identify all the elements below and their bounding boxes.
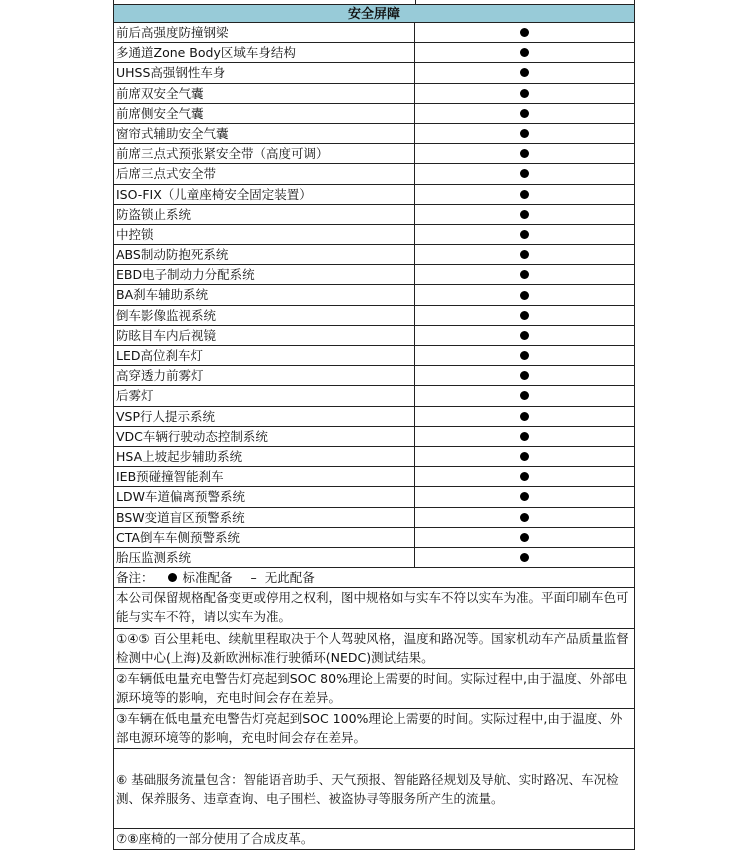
feature-name: LDW车道偏离预警系统 (114, 487, 415, 506)
standard-dot-icon (520, 190, 529, 199)
feature-availability (415, 124, 634, 143)
standard-dot-icon (520, 513, 529, 522)
feature-availability (415, 447, 634, 466)
feature-name: VSP行人提示系统 (114, 407, 415, 426)
feature-availability (415, 205, 634, 224)
feature-availability (415, 23, 634, 42)
feature-name: 窗帘式辅助安全气囊 (114, 124, 415, 143)
feature-availability (415, 43, 634, 62)
feature-row (113, 306, 635, 326)
feature-availability (415, 245, 634, 264)
feature-row (113, 326, 635, 346)
standard-dot-icon (520, 432, 529, 441)
feature-name: ABS制动防抱死系统 (114, 245, 415, 264)
feature-availability (415, 104, 634, 123)
feature-row (113, 427, 635, 447)
top-table-edge (113, 0, 635, 4)
feature-row (113, 285, 635, 305)
feature-name: 中控锁 (114, 225, 415, 244)
feature-row (113, 225, 635, 245)
feature-row (113, 548, 635, 568)
standard-dot-icon (520, 28, 529, 37)
feature-row (113, 386, 635, 406)
note-data-service (113, 749, 635, 829)
feature-name: 前席侧安全气囊 (114, 104, 415, 123)
feature-name: 后雾灯 (114, 386, 415, 405)
section-header: 安全屏障 (113, 4, 635, 23)
feature-availability (415, 63, 634, 82)
standard-dot-icon (520, 149, 529, 158)
feature-row (113, 346, 635, 366)
feature-row (113, 124, 635, 144)
feature-table (113, 23, 635, 568)
note-consumption: ①④⑤ 百公里耗电、续航里程取决于个人驾驶风格，温度和路况等。国家机动车产品质量监督检测中心(上海)及新欧洲标准行驶循环(NEDC)测试结果。 (113, 629, 635, 669)
feature-row (113, 407, 635, 427)
standard-dot-icon (520, 129, 529, 138)
feature-name: IEB预碰撞智能刹车 (114, 467, 415, 486)
feature-row (113, 467, 635, 487)
feature-availability (415, 306, 634, 325)
feature-availability (415, 366, 634, 385)
standard-dot-icon (520, 391, 529, 400)
feature-row (113, 205, 635, 225)
standard-dot-icon (520, 351, 529, 360)
standard-dot-icon (520, 109, 529, 118)
feature-availability (415, 548, 634, 567)
feature-row (113, 245, 635, 265)
standard-dot-icon (520, 230, 529, 239)
feature-availability (415, 528, 634, 547)
feature-row (113, 84, 635, 104)
feature-row (113, 528, 635, 548)
feature-name: 多通道Zone Body区域车身结构 (114, 43, 415, 62)
legend-dash: – (250, 570, 257, 586)
standard-dot-icon (520, 533, 529, 542)
feature-availability (415, 185, 634, 204)
feature-row (113, 63, 635, 83)
feature-availability (415, 386, 634, 405)
feature-name: 防眩目车内后视镜 (114, 326, 415, 345)
feature-name: 后席三点式安全带 (114, 164, 415, 183)
feature-availability (415, 225, 634, 244)
standard-dot-icon (520, 553, 529, 562)
feature-availability (415, 164, 634, 183)
feature-row (113, 487, 635, 507)
standard-dot-icon (520, 452, 529, 461)
standard-dot-icon (520, 291, 529, 300)
feature-availability (415, 487, 634, 506)
feature-row (113, 508, 635, 528)
feature-availability (415, 326, 634, 345)
note-charge-80: ②车辆低电量充电警告灯亮起到SOC 80%理论上需要的时间。实际过程中,由于温度、外部电源环境等的影响，充电时间会存在差异。 (113, 669, 635, 709)
legend-standard-label: 标准配备 (182, 570, 233, 586)
feature-name: EBD电子制动力分配系统 (114, 265, 415, 284)
standard-dot-icon (520, 48, 529, 57)
feature-name: 倒车影像监视系统 (114, 306, 415, 325)
feature-row (113, 144, 635, 164)
standard-dot-icon (520, 68, 529, 77)
feature-name: BA刹车辅助系统 (114, 285, 415, 304)
spec-sheet (113, 0, 635, 850)
feature-availability (415, 265, 634, 284)
feature-availability (415, 346, 634, 365)
feature-row (113, 164, 635, 184)
note-disclaimer: 本公司保留规格配备变更或停用之权利，图中规格如与实车不符以实车为准。平面印刷车色可能与实车不符，请以实车为准。 (113, 588, 635, 629)
standard-dot-icon (520, 89, 529, 98)
feature-row (113, 185, 635, 205)
standard-dot-icon (520, 371, 529, 380)
standard-dot-icon (520, 492, 529, 501)
feature-name: ISO-FIX（儿童座椅安全固定装置） (114, 185, 415, 204)
standard-dot-icon (520, 311, 529, 320)
feature-row (113, 43, 635, 63)
feature-row (113, 265, 635, 285)
standard-dot-icon (520, 331, 529, 340)
note-data-service-text: ⑥ 基础服务流量包含：智能语音助手、天气预报、智能路径规划及导航、实时路况、车况检测、保养服务、违章查询、电子围栏、被盗协寻等服务所产生的流量。 (116, 771, 619, 806)
feature-name: BSW变道盲区预警系统 (114, 508, 415, 527)
feature-availability (415, 285, 634, 304)
feature-name: 高穿透力前雾灯 (114, 366, 415, 385)
standard-dot-icon (520, 412, 529, 421)
note-seat-material: ⑦⑧座椅的一部分使用了合成皮革。 (113, 829, 635, 850)
feature-name: UHSS高强钢性车身 (114, 63, 415, 82)
feature-row (113, 447, 635, 467)
feature-name: 前席三点式预张紧安全带（高度可调） (114, 144, 415, 163)
feature-availability (415, 407, 634, 426)
legend-prefix: 备注： (116, 570, 154, 586)
note-charge-100: ③车辆在低电量充电警告灯亮起到SOC 100%理论上需要的时间。实际过程中,由于温度、外部电源环境等的影响，充电时间会存在差异。 (113, 709, 635, 749)
feature-name: HSA上坡起步辅助系统 (114, 447, 415, 466)
legend-row (113, 568, 635, 588)
feature-availability (415, 84, 634, 103)
feature-availability (415, 467, 634, 486)
feature-row (113, 104, 635, 124)
standard-dot-icon (520, 270, 529, 279)
standard-dot-icon (520, 250, 529, 259)
feature-row (113, 23, 635, 43)
feature-name: 前席双安全气囊 (114, 84, 415, 103)
standard-dot-icon (520, 210, 529, 219)
feature-availability (415, 144, 634, 163)
standard-dot-icon (168, 573, 177, 582)
standard-dot-icon (520, 169, 529, 178)
feature-name: VDC车辆行驶动态控制系统 (114, 427, 415, 446)
feature-name: CTA倒车车侧预警系统 (114, 528, 415, 547)
feature-name: 胎压监测系统 (114, 548, 415, 567)
standard-dot-icon (520, 472, 529, 481)
feature-name: 防盗锁止系统 (114, 205, 415, 224)
feature-name: 前后高强度防撞钢梁 (114, 23, 415, 42)
legend-none-label: 无此配备 (264, 570, 315, 586)
feature-name: LED高位刹车灯 (114, 346, 415, 365)
feature-row (113, 366, 635, 386)
feature-availability (415, 427, 634, 446)
feature-availability (415, 508, 634, 527)
